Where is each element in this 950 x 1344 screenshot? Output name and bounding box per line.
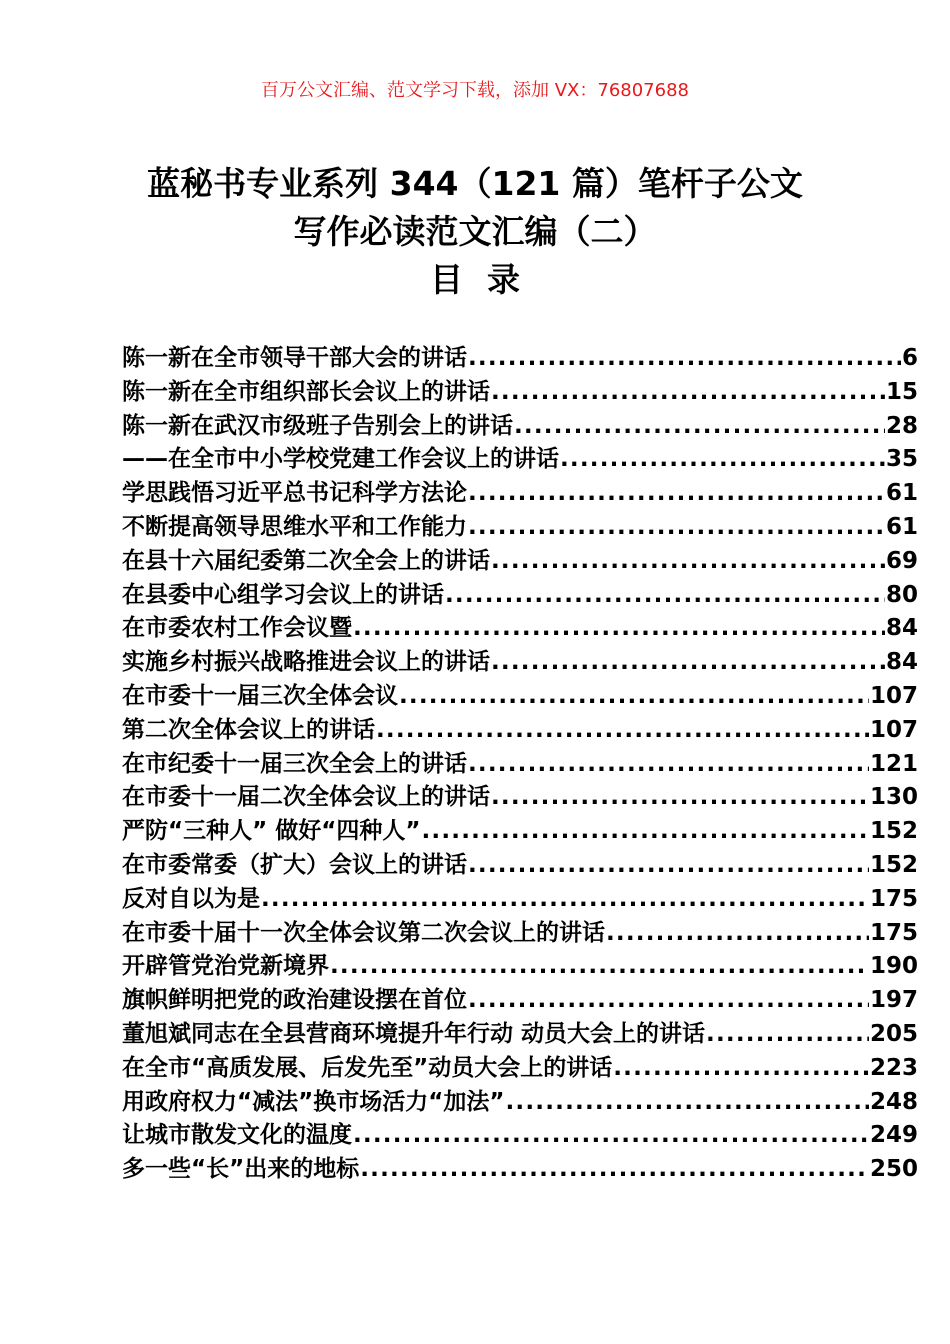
toc-leader-dots bbox=[360, 1153, 869, 1187]
toc-leader-dots bbox=[468, 984, 869, 1018]
toc-entry[interactable] bbox=[122, 1018, 918, 1052]
toc-entry-title: 开辟管党治党新境界 bbox=[122, 953, 329, 980]
toc-entry-page: 197 bbox=[869, 987, 918, 1014]
toc-leader-dots bbox=[353, 1119, 869, 1153]
toc-entry[interactable] bbox=[122, 849, 918, 883]
document-title-line-1: 蓝秘书专业系列 344（121 篇）笔杆子公文 bbox=[147, 164, 803, 203]
toc-entry-title: 在市委十一届二次全体会议上的讲话 bbox=[122, 784, 490, 811]
toc-leader-dots bbox=[468, 477, 885, 511]
toc-entry-title: 让城市散发文化的温度 bbox=[122, 1122, 352, 1149]
toc-leader-dots bbox=[330, 950, 869, 984]
toc-entry[interactable] bbox=[122, 612, 918, 646]
toc-entry[interactable] bbox=[122, 815, 918, 849]
toc-entry-title: 在县委中心组学习会议上的讲话 bbox=[122, 581, 444, 608]
toc-entry-title: 学思践悟习近平总书记科学方法论 bbox=[122, 480, 467, 507]
toc-entry[interactable] bbox=[122, 917, 918, 951]
toc-entry-title: 在全市“高质发展、后发先至”动员大会上的讲话 bbox=[122, 1054, 613, 1081]
toc-entry-page: 61 bbox=[885, 513, 918, 540]
toc-leader-dots bbox=[560, 443, 885, 477]
toc-entry-title: 陈一新在全市组织部长会议上的讲话 bbox=[122, 378, 490, 405]
toc-entry-title: 不断提高领导思维水平和工作能力 bbox=[122, 513, 467, 540]
toc-heading: 目录 bbox=[430, 260, 544, 299]
toc-leader-dots bbox=[613, 1052, 869, 1086]
toc-entry-page: 107 bbox=[869, 716, 918, 743]
toc-entry[interactable] bbox=[122, 680, 918, 714]
toc-leader-dots bbox=[514, 410, 885, 444]
toc-leader-dots bbox=[468, 342, 901, 376]
toc-entry-title: ——在全市中小学校党建工作会议上的讲话 bbox=[122, 446, 559, 473]
toc-entry[interactable] bbox=[122, 545, 918, 579]
toc-leader-dots bbox=[491, 545, 885, 579]
toc-entry-title: 严防“三种人” 做好“四种人” bbox=[122, 818, 421, 845]
table-of-contents bbox=[122, 342, 918, 1187]
toc-entry-title: 在市纪委十一届三次全会上的讲话 bbox=[122, 750, 467, 777]
toc-leader-dots bbox=[706, 1018, 869, 1052]
toc-leader-dots bbox=[421, 815, 869, 849]
toc-leader-dots bbox=[468, 849, 869, 883]
toc-leader-dots bbox=[399, 680, 869, 714]
toc-entry[interactable] bbox=[122, 1153, 918, 1187]
toc-leader-dots bbox=[491, 781, 869, 815]
toc-entry[interactable] bbox=[122, 511, 918, 545]
toc-entry-page: 121 bbox=[869, 750, 918, 777]
toc-entry-page: 205 bbox=[869, 1020, 918, 1047]
toc-entry-title: 在市委十届十一次全体会议第二次会议上的讲话 bbox=[122, 919, 605, 946]
toc-entry-page: 175 bbox=[869, 885, 918, 912]
toc-entry-page: 130 bbox=[869, 784, 918, 811]
toc-entry-title: 用政府权力“减法”换市场活力“加法” bbox=[122, 1088, 505, 1115]
toc-entry-page: 152 bbox=[869, 818, 918, 845]
toc-leader-dots bbox=[468, 748, 869, 782]
toc-entry-page: 28 bbox=[885, 412, 918, 439]
toc-entry-title: 多一些“长”出来的地标 bbox=[122, 1156, 360, 1183]
toc-entry-page: 223 bbox=[869, 1054, 918, 1081]
toc-entry-page: 152 bbox=[869, 851, 918, 878]
toc-leader-dots bbox=[505, 1086, 869, 1120]
toc-entry-title: 旗帜鲜明把党的政治建设摆在首位 bbox=[122, 987, 467, 1014]
toc-entry-page: 249 bbox=[869, 1122, 918, 1149]
toc-entry[interactable] bbox=[122, 748, 918, 782]
toc-entry[interactable] bbox=[122, 1119, 918, 1153]
toc-entry-page: 84 bbox=[885, 615, 918, 642]
watermark-note: 百万公文汇编、范文学习下载，添加 VX：76807688 bbox=[261, 80, 689, 101]
toc-entry[interactable] bbox=[122, 646, 918, 680]
toc-leader-dots bbox=[491, 646, 885, 680]
toc-entry-title: 在县十六届纪委第二次全会上的讲话 bbox=[122, 547, 490, 574]
toc-entry-title: 陈一新在武汉市级班子告别会上的讲话 bbox=[122, 412, 513, 439]
document-title-line-2: 写作必读范文汇编（二） bbox=[293, 212, 657, 251]
toc-entry[interactable] bbox=[122, 477, 918, 511]
toc-entry-title: 第二次全体会议上的讲话 bbox=[122, 716, 375, 743]
toc-leader-dots bbox=[445, 579, 885, 613]
toc-leader-dots bbox=[606, 917, 869, 951]
toc-entry-title: 在市委常委（扩大）会议上的讲话 bbox=[122, 851, 467, 878]
toc-entry-page: 61 bbox=[885, 480, 918, 507]
toc-entry-title: 反对自以为是 bbox=[122, 885, 260, 912]
toc-entry-page: 248 bbox=[869, 1088, 918, 1115]
toc-entry[interactable] bbox=[122, 950, 918, 984]
toc-entry[interactable] bbox=[122, 781, 918, 815]
toc-entry[interactable] bbox=[122, 376, 918, 410]
toc-entry-page: 35 bbox=[885, 446, 918, 473]
toc-entry-page: 15 bbox=[885, 378, 918, 405]
toc-leader-dots bbox=[376, 714, 869, 748]
toc-leader-dots bbox=[353, 612, 885, 646]
toc-entry[interactable] bbox=[122, 984, 918, 1018]
toc-entry-title: 陈一新在全市领导干部大会的讲话 bbox=[122, 345, 467, 371]
toc-entry[interactable] bbox=[122, 443, 918, 477]
toc-entry-title: 董旭斌同志在全县营商环境提升年行动 动员大会上的讲话 bbox=[122, 1020, 706, 1047]
toc-leader-dots bbox=[468, 511, 885, 545]
toc-entry[interactable] bbox=[122, 714, 918, 748]
toc-entry-page: 84 bbox=[885, 649, 918, 676]
toc-entry[interactable] bbox=[122, 1086, 918, 1120]
toc-entry-page: 107 bbox=[869, 682, 918, 709]
toc-entry-page: 6 bbox=[901, 345, 918, 371]
toc-entry-page: 175 bbox=[869, 919, 918, 946]
toc-entry-page: 80 bbox=[885, 581, 918, 608]
toc-entry-page: 250 bbox=[869, 1156, 918, 1183]
toc-entry-title: 在市委农村工作会议暨 bbox=[122, 615, 352, 642]
toc-entry-title: 在市委十一届三次全体会议 bbox=[122, 682, 398, 709]
toc-entry-page: 69 bbox=[885, 547, 918, 574]
toc-leader-dots bbox=[491, 376, 885, 410]
toc-entry[interactable] bbox=[122, 410, 918, 444]
toc-entry[interactable] bbox=[122, 1052, 918, 1086]
toc-entry[interactable] bbox=[122, 883, 918, 917]
toc-entry[interactable] bbox=[122, 342, 918, 376]
toc-leader-dots bbox=[261, 883, 869, 917]
toc-entry[interactable] bbox=[122, 579, 918, 613]
toc-entry-page: 190 bbox=[869, 953, 918, 980]
toc-entry-title: 实施乡村振兴战略推进会议上的讲话 bbox=[122, 649, 490, 676]
